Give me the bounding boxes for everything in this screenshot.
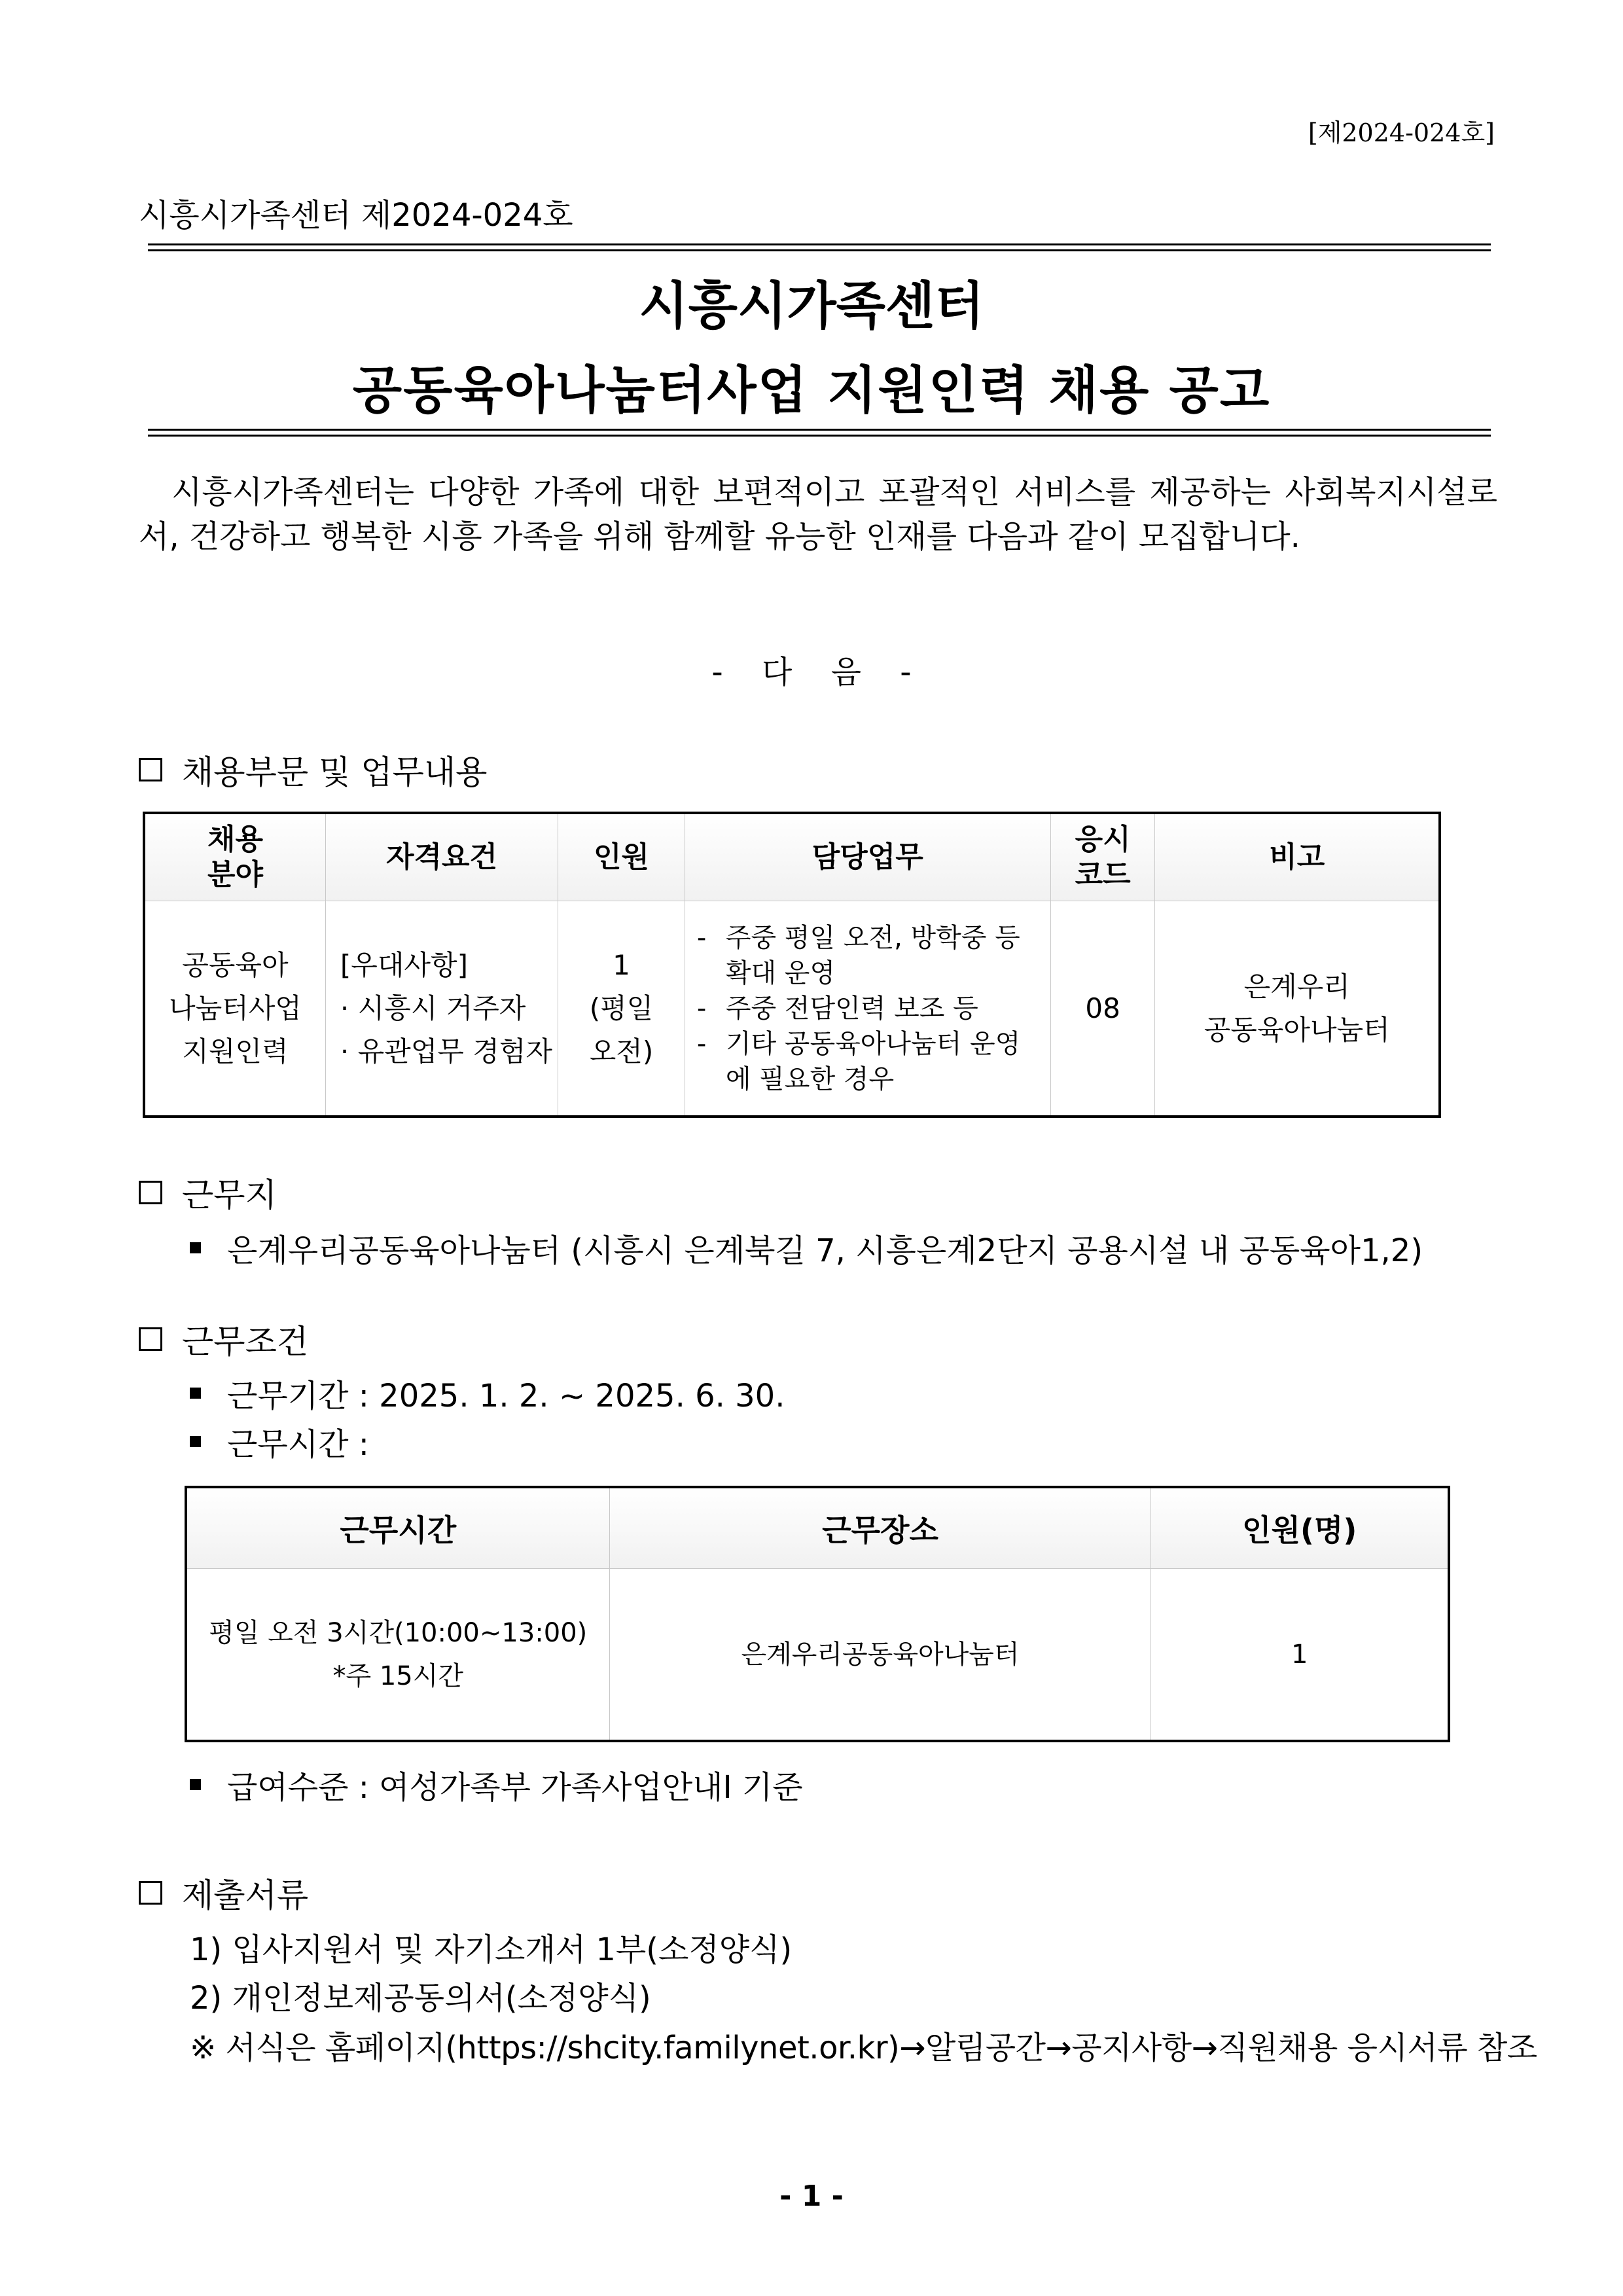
checkbox-square-icon (139, 758, 162, 781)
work-hours-label: 근무시간 : (190, 1419, 369, 1464)
bullet-square-icon (190, 1436, 201, 1447)
section-workplace (139, 1169, 277, 1216)
intro-paragraph (139, 470, 1497, 559)
page-number: - 1 - (779, 2179, 844, 2213)
table-row (144, 901, 1440, 1117)
page-title-line1: 시흥시가족센터 (639, 277, 984, 336)
salary-level: 급여수준 : 여성가족부 가족사업안내Ⅰ 기준 (190, 1762, 803, 1807)
document-code: [제2024-024호] (1308, 118, 1495, 147)
header-work-place: 근무장소 (609, 1487, 1151, 1569)
page-title-line2: 공동육아나눔터사업 지원인력 채용 공고 (352, 361, 1271, 420)
checkbox-square-icon (139, 1327, 162, 1351)
cell-field: 공동육아 나눔터사업 지원인력 (144, 901, 325, 1117)
section-conditions (139, 1316, 308, 1363)
header-code: 응시 코드 (1050, 813, 1155, 901)
header-duties: 담당업무 (685, 813, 1050, 901)
cell-qualification: [우대사항] · 시흥시 거주자 · 유관업무 경험자 (325, 901, 558, 1117)
bullet-square-icon (190, 1388, 201, 1399)
section-recruitment (139, 746, 488, 793)
table-header-row (144, 813, 1440, 901)
intro-text: 시흥시가족센터는 다양한 가족에 대한 보편적이고 포괄적인 서비스를 제공하는 사회복지시설로서, 건강하고 행복한 시흥 가족을 위해 함께할 유능한 인재를 다음과 같이 모집합니다. (139, 474, 1497, 555)
title-bottom-rule (148, 429, 1491, 437)
bullet-square-icon (190, 1242, 201, 1253)
table-header-row (186, 1487, 1449, 1569)
recruitment-table (143, 812, 1441, 1118)
section-documents (139, 1869, 308, 1916)
duty-item: - 주중 전담인력 보조 등 (696, 993, 978, 1024)
section-heading: 근무지 (182, 1176, 277, 1214)
document-number: 시흥시가족센터 제2024-024호 (139, 197, 573, 234)
section-heading: 제출서류 (182, 1876, 309, 1914)
cell-headcount: 1 (1151, 1569, 1449, 1742)
duty-item: - 주중 평일 오전, 방학중 등 확대 운영 (696, 922, 1020, 988)
header-field: 채용 분야 (144, 813, 325, 901)
table-row (186, 1569, 1449, 1742)
header-count: 인원 (558, 813, 685, 901)
checkbox-square-icon (139, 1881, 162, 1905)
dagum-marker: - 다 음 - (711, 654, 912, 691)
work-hours-table (185, 1486, 1450, 1742)
cell-note: 은계우리 공동육아나눔터 (1155, 901, 1440, 1117)
documents-note: ※ 서식은 홈페이지(https://shcity.familynet.or.kr)→알림공간→공지사항→직원채용 응시서류 참조 (190, 2030, 1537, 2066)
list-item: 1) 입사지원서 및 자기소개서 1부(소정양식) (190, 1931, 793, 1968)
header-work-time: 근무시간 (186, 1487, 609, 1569)
title-top-rule (148, 243, 1491, 251)
section-heading: 채용부문 및 업무내용 (182, 753, 488, 791)
header-note: 비고 (1155, 813, 1440, 901)
header-qualification: 자격요건 (325, 813, 558, 901)
cell-code: 08 (1050, 901, 1155, 1117)
list-item: 2) 개인정보제공동의서(소정양식) (190, 1980, 651, 2017)
work-period: 근무기간 : 2025. 1. 2. ~ 2025. 6. 30. (190, 1371, 785, 1416)
header-headcount: 인원(명) (1151, 1487, 1449, 1569)
bullet-square-icon (190, 1779, 201, 1790)
checkbox-square-icon (139, 1181, 162, 1204)
section-heading: 근무조건 (182, 1323, 309, 1361)
workplace-item: 은계우리공동육아나눔터 (시흥시 은계북길 7, 시흥은계2단지 공용시설 내 공동육아1,2) (190, 1225, 1423, 1270)
cell-count: 1 (평일 오전) (558, 901, 685, 1117)
duty-item: - 기타 공동육아나눔터 운영에 필요한 경우 (696, 1028, 1021, 1094)
cell-work-place: 은계우리공동육아나눔터 (609, 1569, 1151, 1742)
cell-duties (685, 901, 1050, 1117)
cell-work-time: 평일 오전 3시간(10:00~13:00) *주 15시간 (186, 1569, 609, 1742)
